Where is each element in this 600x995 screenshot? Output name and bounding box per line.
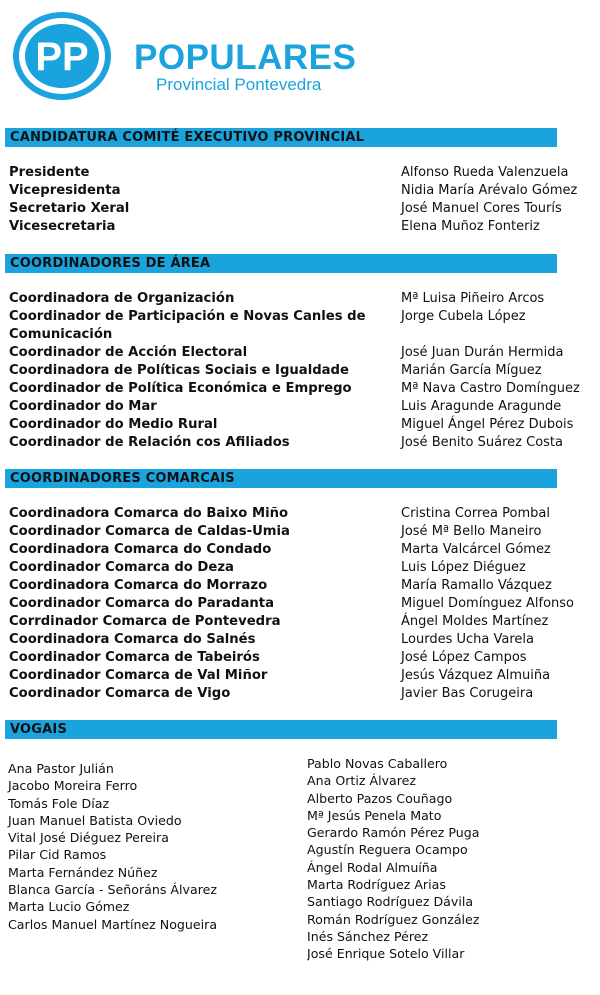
person-name: Lourdes Ucha Varela (401, 632, 534, 647)
person-name: Miguel Ángel Pérez Dubois (401, 417, 574, 432)
svg-text:PP: PP (35, 35, 89, 79)
person-name: Ángel Moldes Martínez (401, 614, 549, 629)
table-row (9, 541, 594, 559)
list-item: Agustín Reguera Ocampo (307, 842, 468, 858)
person-name: Mª Nava Castro Domínguez (401, 381, 580, 396)
role: Coordinadora Comarca do Salnés (9, 632, 256, 647)
table-row (9, 218, 594, 236)
table-row (9, 631, 594, 649)
table-row (9, 344, 594, 362)
table-row (9, 380, 594, 398)
rows-comite (9, 164, 594, 236)
role: Coordinador do Medio Rural (9, 417, 218, 432)
section-title-comarcais: COORDINADORES COMARCAIS (5, 469, 557, 488)
table-row (9, 577, 594, 595)
person-name: Marta Valcárcel Gómez (401, 542, 551, 557)
list-item: Pablo Novas Caballero (307, 756, 448, 771)
role: Coordinador Comarca de Tabeirós (9, 650, 260, 665)
person-name: José Juan Durán Hermida (401, 345, 564, 360)
person-name: Alfonso Rueda Valenzuela (401, 165, 569, 180)
table-row (9, 164, 594, 182)
list-item: Santiago Rodríguez Dávila (307, 894, 474, 910)
role: Coordinador do Mar (9, 399, 157, 414)
role: Coordinador Comarca do Deza (9, 560, 234, 575)
role: Coordinador de Política Económica e Emprego (9, 381, 352, 396)
person-name: José López Campos (401, 650, 527, 665)
table-row (9, 685, 594, 703)
list-item: Blanca García - Señoráns Álvarez (8, 882, 217, 898)
list-item: Alberto Pazos Couñago (307, 790, 453, 806)
list-item: Gerardo Ramón Pérez Puga (307, 825, 480, 841)
table-row (9, 613, 594, 631)
vogais-right-list (307, 755, 483, 963)
list-item: Ana Pastor Julián (8, 761, 114, 776)
role: Coordinadora Comarca do Baixo Miño (9, 506, 289, 521)
list-item: José Enrique Sotelo Villar (307, 946, 465, 962)
table-row (9, 505, 594, 523)
person-name: Marián García Míguez (401, 363, 542, 378)
section-title-comite: CANDIDATURA COMITÉ EXECUTIVO PROVINCIAL (5, 128, 557, 147)
table-row (9, 559, 594, 577)
role: Secretario Xeral (9, 201, 130, 216)
section-title-area: COORDINADORES DE ÁREA (5, 254, 557, 273)
person-name: José Mª Bello Maneiro (401, 524, 542, 539)
role: Corrdinador Comarca de Pontevedra (9, 614, 281, 629)
role: Coordinadora Comarca do Condado (9, 542, 272, 557)
list-item: Vital José Diéguez Pereira (8, 830, 169, 846)
vogais-left-list (8, 760, 217, 933)
section-title-vogais: VOGAIS (5, 720, 557, 739)
list-item: Pilar Cid Ramos (8, 847, 107, 863)
role: Vicesecretaria (9, 219, 116, 234)
role: Coordinador de Participación e Novas Canles de Comunicación (9, 309, 366, 342)
person-name: Luis López Diéguez (401, 560, 526, 575)
table-row (9, 595, 594, 613)
table-row (9, 200, 594, 218)
role: Coordinador Comarca de Val Miñor (9, 668, 268, 683)
role: Coordinadora de Organización (9, 291, 235, 306)
header (8, 6, 368, 106)
person-name: María Ramallo Vázquez (401, 578, 552, 593)
person-name: José Benito Suárez Costa (401, 435, 563, 450)
person-name: Mª Luisa Piñeiro Arcos (401, 291, 545, 306)
role: Presidente (9, 165, 90, 180)
table-row (9, 308, 594, 344)
role: Coordinadora de Políticas Sociais e Igualdade (9, 363, 349, 378)
list-item: Jacobo Moreira Ferro (8, 778, 138, 794)
brand-name: POPULARES (134, 38, 357, 77)
list-item: Carlos Manuel Martínez Nogueira (8, 916, 218, 932)
person-name: José Manuel Cores Tourís (401, 201, 562, 216)
list-item: Mª Jesús Penela Mato (307, 807, 442, 823)
role: Coordinador de Acción Electoral (9, 345, 248, 360)
list-item: Inés Sánchez Pérez (307, 928, 429, 944)
list-item: Román Rodríguez González (307, 911, 480, 927)
brand-subtitle: Provincial Pontevedra (156, 75, 322, 94)
role: Coordinador de Relación cos Afiliados (9, 435, 290, 450)
list-item: Ana Ortiz Álvarez (307, 773, 417, 789)
table-row (9, 434, 594, 452)
table-row (9, 649, 594, 667)
person-name: Luis Aragunde Aragunde (401, 399, 562, 414)
table-row (9, 182, 594, 200)
person-name: Jorge Cubela López (401, 309, 526, 324)
pp-logo-icon (12, 10, 116, 102)
table-row (9, 362, 594, 380)
role: Coordinador Comarca do Paradanta (9, 596, 274, 611)
role: Coordinador Comarca de Caldas-Umia (9, 524, 290, 539)
list-item: Marta Fernández Núñez (8, 864, 158, 880)
rows-comarcais (9, 505, 594, 703)
person-name: Nidia María Arévalo Gómez (401, 183, 578, 198)
table-row (9, 416, 594, 434)
person-name: Cristina Correa Pombal (401, 506, 550, 521)
list-item: Tomás Fole Díaz (8, 795, 110, 811)
table-row (9, 398, 594, 416)
role: Coordinador Comarca de Vigo (9, 686, 231, 701)
role: Vicepresidenta (9, 183, 121, 198)
person-name: Miguel Domínguez Alfonso (401, 596, 574, 611)
list-item: Ángel Rodal Almuíña (307, 859, 438, 875)
person-name: Elena Muñoz Fonteriz (401, 219, 540, 234)
table-row (9, 290, 594, 308)
person-name: Javier Bas Corugeira (401, 686, 534, 701)
role: Coordinadora Comarca do Morrazo (9, 578, 268, 593)
rows-area (9, 290, 594, 452)
list-item: Juan Manuel Batista Oviedo (8, 812, 182, 828)
list-item: Marta Rodríguez Arias (307, 877, 446, 893)
brand (134, 40, 356, 93)
table-row (9, 523, 594, 541)
table-row (9, 667, 594, 685)
person-name: Jesús Vázquez Almuiña (401, 668, 551, 683)
list-item: Marta Lucio Gómez (8, 899, 130, 915)
